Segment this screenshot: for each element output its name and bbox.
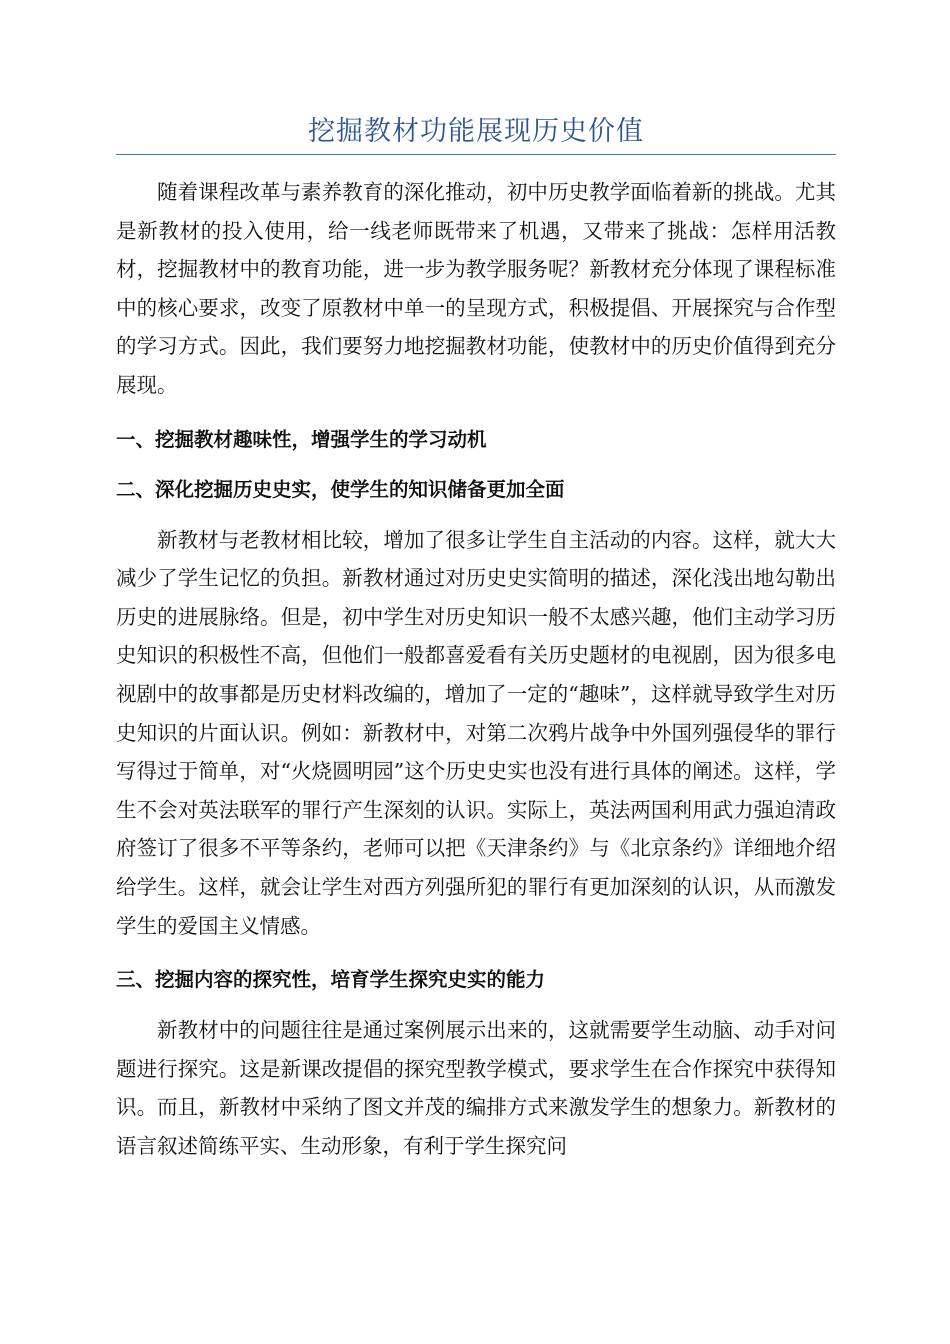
document-page (116, 112, 836, 1165)
intro-paragraph: 随着课程改革与素养教育的深化推动，初中历史教学面临着新的挑战。尤其是新教材的投入使用，给一线老师既带来了机遇，又带来了挑战：怎样用活教材，挖掘教材中的教育功能，进一步为教学服务呢？新教材充分体现了课程标准中的核心要求，改变了原教材中单一的呈现方式，积极提倡、开展探究与合作型的学习方式。因此，我们要努力地挖掘教材功能，使教材中的历史价值得到充分展现。 (116, 180, 836, 397)
section-3-paragraph: 新教材中的问题往往是通过案例展示出来的，这就需要学生动脑、动手对问题进行探究。这是新课改提倡的探究型教学模式，要求学生在合作探究中获得知识。而且，新教材中采纳了图文并茂的编排方式来激发学生的想象力。新教材的语言叙述简练平实、生动形象，有利于学生探究问 (116, 1018, 836, 1158)
title-underline (116, 154, 836, 155)
section-heading-3: 三、挖掘内容的探究性，培育学生探究史实的能力 (116, 968, 546, 992)
section-heading-2: 二、深化挖掘历史史实，使学生的知识储备更加全面 (116, 477, 565, 501)
section-heading-1: 一、挖掘教材趣味性，增强学生的学习动机 (116, 427, 487, 451)
section-2-paragraph: 新教材与老教材相比较，增加了很多让学生自主活动的内容。这样，就大大减少了学生记忆的负担。新教材通过对历史史实简明的描述，深化浅出地勾勒出历史的进展脉络。但是，初中学生对历史知识一般不太感兴趣，他们主动学习历史知识的积极性不高，但他们一般都喜爱看有关历史题材的电视剧，因为很多电视剧中的故事都是历史材料改编的，增加了一定的“趣味”，这样就导致学生对历史知识的片面认识。例如：新教材中，对第二次鸦片战争中外国列强侵华的罪行写得过于简单，对“火烧圆明园”这个历史史实也没有进行具体的阐述。这样，学生不会对英法联军的罪行产生深刻的认识。实际上，英法两国利用武力强迫清政府签订了很多不平等条约，老师可以把《天津条约》与《北京条约》详细地介绍给学生。这样，就会让学生对西方列强所犯的罪行有更加深刻的认识，从而激发学生的爱国主义情感。 (116, 527, 836, 938)
document-title: 挖掘教材功能展现历史价值 (308, 116, 644, 147)
